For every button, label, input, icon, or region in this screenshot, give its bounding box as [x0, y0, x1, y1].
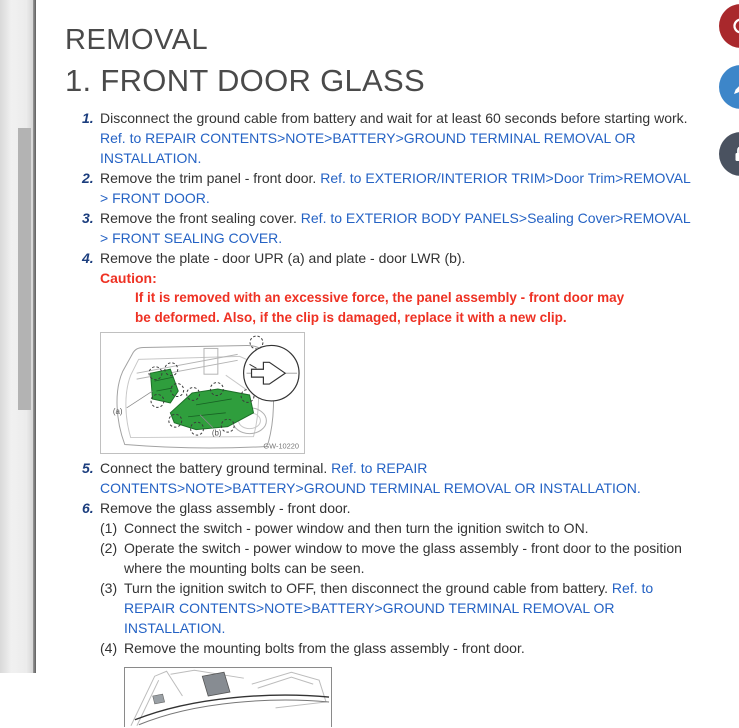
document-content — [36, 0, 739, 673]
step-number: 4. — [82, 248, 100, 458]
scrollbar-thumb[interactable] — [18, 128, 31, 410]
substep-1 — [100, 518, 696, 538]
substep-3 — [100, 578, 696, 638]
substep-text: Connect the switch - power window and then turn the ignition switch to ON. — [124, 518, 690, 538]
figure-code: GW-10220 — [263, 441, 299, 450]
step-2 — [82, 168, 739, 208]
step-number: 2. — [82, 168, 100, 208]
edit-icon — [731, 77, 739, 97]
procedure-steps — [82, 108, 739, 727]
ref-link[interactable]: Ref. to REPAIR CONTENTS>NOTE>BATTERY>GROUND TERMINAL REMOVAL OR INSTALLATION. — [124, 580, 653, 636]
refresh-icon — [731, 16, 739, 36]
step-text: Remove the trim panel - front door. — [100, 170, 316, 186]
step-1 — [82, 108, 739, 168]
substep-text: Turn the ignition switch to OFF, then disconnect the ground cable from battery. — [124, 580, 608, 596]
door-panel-clip-figure — [100, 332, 305, 454]
step-number: 1. — [82, 108, 100, 168]
figure-label-a: (a) — [113, 407, 123, 416]
ref-link[interactable]: Ref. to REPAIR CONTENTS>NOTE>BATTERY>GROUND TERMINAL REMOVAL OR INSTALLATION. — [100, 130, 636, 166]
substep-text: Remove the mounting bolts from the glass assembly - front door. — [124, 638, 690, 658]
section-title: 1. FRONT DOOR GLASS — [65, 64, 739, 98]
substeps — [100, 518, 696, 727]
step-3 — [82, 208, 739, 248]
step-text: Remove the front sealing cover. — [100, 210, 297, 226]
substep-text: Operate the switch - power window to move the glass assembly - front door to the position where the mounting bolts can be seen. — [124, 538, 690, 578]
lock-icon — [731, 144, 739, 164]
substep-number: (4) — [100, 638, 124, 658]
step-6 — [82, 498, 739, 727]
substep-4 — [100, 638, 696, 658]
step-text: Disconnect the ground cable from battery and wait for at least 60 seconds before starting work. — [100, 110, 688, 126]
step-number: 5. — [82, 458, 100, 498]
scrollbar-track[interactable] — [0, 0, 33, 673]
door-panel-clip-diagram — [101, 333, 304, 453]
door-glass-diagram — [125, 668, 331, 728]
caution-label: Caution: — [100, 268, 696, 288]
ref-link[interactable]: Ref. to REPAIR CONTENTS>NOTE>BATTERY>GROUND TERMINAL REMOVAL OR INSTALLATION. — [100, 460, 641, 496]
page-title: REMOVAL — [65, 24, 739, 56]
step-5 — [82, 458, 739, 498]
door-glass-figure — [124, 667, 332, 727]
step-text: Remove the plate - door UPR (a) and plate - door LWR (b). — [100, 250, 465, 266]
step-4 — [82, 248, 739, 458]
figure-label-b: (b) — [212, 429, 222, 438]
ref-link[interactable]: Ref. to EXTERIOR BODY PANELS>Sealing Cover>REMOVAL > FRONT SEALING COVER. — [100, 210, 690, 246]
substep-number: (1) — [100, 518, 124, 538]
substep-2 — [100, 538, 696, 578]
step-text: Connect the battery ground terminal. — [100, 460, 327, 476]
step-text: Remove the glass assembly - front door. — [100, 500, 351, 516]
step-number: 3. — [82, 208, 100, 248]
caution-text: If it is removed with an excessive force, the panel assembly - front door may be deformed. Also, if the clip is damaged, replace it with a new clip. — [135, 288, 640, 328]
ref-link[interactable]: Ref. to EXTERIOR/INTERIOR TRIM>Door Trim>REMOVAL > FRONT DOOR. — [100, 170, 690, 206]
step-number: 6. — [82, 498, 100, 727]
substep-number: (3) — [100, 578, 124, 638]
substep-number: (2) — [100, 538, 124, 578]
